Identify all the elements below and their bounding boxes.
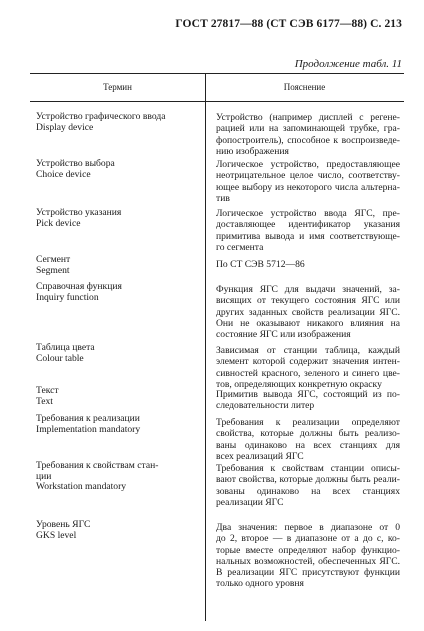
term-line: Устройство выбора: [36, 159, 115, 169]
column-header-term: Термин: [103, 82, 132, 92]
definition-cell: [216, 284, 400, 340]
term-line: Implementation mandatory: [36, 424, 141, 435]
definition-line: сивностей красного, зеленого и синего цве-: [216, 367, 400, 379]
definition-line: только одного уровня: [216, 578, 304, 590]
table-column-divider: [205, 73, 206, 621]
definition-cell: [216, 259, 400, 270]
table-continuation-label: Продолжение табл. 11: [294, 58, 402, 70]
definition-line: Устройство (например дисплей с регене-: [216, 112, 400, 123]
definition-line: доставляющее идентификатор указания: [216, 219, 400, 231]
term-cell: [36, 112, 202, 133]
definition-line: тов, определяющих конкретную окраску: [216, 378, 382, 390]
term-cell: [36, 159, 202, 180]
term-line: Pick device: [36, 218, 81, 229]
term-line: Текст: [36, 386, 59, 396]
term-cell: [36, 208, 202, 229]
definition-line: неотрицательное целое число, соответству-: [216, 170, 400, 182]
column-header-explanation: Пояснение: [283, 82, 326, 92]
definition-line: состояние ЯГС или изображения: [216, 329, 351, 341]
term-cell: [36, 414, 202, 435]
definition-line: вают свойства, которые должны быть реали-: [216, 474, 400, 486]
term-line: Text: [36, 396, 53, 407]
definition-cell: [216, 522, 400, 590]
definition-line: до 2, второе — в диапазоне от а до с, ко-: [216, 533, 400, 545]
definition-line: тив: [216, 192, 230, 204]
definition-line: висящих от текущего состояния ЯГС или: [216, 295, 400, 307]
definition-line: свойства, которые должны быть реализо-: [216, 428, 400, 440]
definition-line: нию изображения: [216, 145, 289, 157]
definition-line: зованы одинаково на всех станциях: [216, 485, 400, 497]
term-line: Display device: [36, 122, 94, 133]
term-line: Inquiry function: [36, 292, 99, 303]
term-line: Устройство графического ввода: [36, 112, 166, 122]
definition-line: всех реализаций ЯГС: [216, 450, 304, 462]
definition-line: Зависимая от станции таблица, каждый: [216, 345, 400, 356]
term-line: Требования к реализации: [36, 414, 140, 424]
definition-line: В реализации ЯГС присутствуют функции: [216, 567, 400, 579]
term-line: Справочная функция: [36, 282, 122, 292]
definition-line: По СТ СЭВ 5712—86: [216, 259, 305, 270]
term-line: ции: [36, 471, 52, 482]
definition-line: Функция ЯГС для выдачи значений, за-: [216, 284, 400, 295]
definition-cell: [216, 345, 400, 390]
definition-line: фопостроитель), способное к воспроизведе-: [216, 134, 400, 146]
term-cell: [36, 520, 202, 541]
terms-table: [30, 73, 404, 621]
term-line: Segment: [36, 265, 70, 276]
definition-line: го сегмента: [216, 241, 264, 253]
definition-line: ющее выбору из некоторого числа альтерна-: [216, 181, 400, 193]
definition-line: торые вместе определяют набор функцио-: [216, 544, 400, 556]
definition-line: элемент которой содержит значения интен-: [216, 356, 400, 368]
term-cell: [36, 255, 202, 276]
table-header-rule: [30, 101, 404, 102]
term-line: GKS level: [36, 530, 77, 541]
definition-line: следовательности литер: [216, 400, 315, 412]
table-top-rule: [30, 73, 404, 74]
definition-line: Логическое устройство ввода ЯГС, пре-: [216, 208, 400, 219]
definition-line: других заданных свойств реализации ЯГС.: [216, 306, 400, 318]
term-line: Choice device: [36, 169, 91, 180]
definition-line: рацией или на запоминающей трубке, гра-: [216, 123, 400, 135]
term-cell: [36, 282, 202, 303]
term-cell: [36, 461, 202, 493]
definition-cell: [216, 417, 400, 462]
term-line: Workstation mandatory: [36, 482, 127, 492]
term-line: Требования к свойствам стан-: [36, 461, 159, 471]
term-line: Уровень ЯГС: [36, 520, 91, 530]
definition-cell: [216, 112, 400, 157]
term-line: Устройство указания: [36, 208, 122, 218]
definition-cell: [216, 389, 400, 412]
definition-cell: [216, 159, 400, 204]
term-line: Таблица цвета: [36, 343, 95, 353]
term-cell: [36, 386, 202, 407]
definition-line: Требования к свойствам станции описы-: [216, 463, 400, 474]
term-cell: [36, 343, 202, 364]
definition-cell: [216, 208, 400, 253]
definition-line: Они не оказывают никакого влияния на: [216, 317, 400, 329]
definition-line: Логическое устройство, предоставляющее: [216, 159, 400, 170]
definition-line: ваны одинаково на всех станциях для: [216, 439, 400, 451]
definition-line: нальных возможностей, обеспеченных ЯГС.: [216, 555, 400, 567]
term-line: Сегмент: [36, 255, 71, 265]
page-header: ГОСТ 27817—88 (СТ СЭВ 6177—88) С. 213: [175, 18, 402, 30]
definition-line: реализации ЯГС: [216, 496, 284, 508]
term-line: Colour table: [36, 353, 84, 364]
definition-line: Два значения: первое в диапазоне от 0: [216, 522, 400, 533]
definition-cell: [216, 463, 400, 508]
definition-line: Примитив вывода ЯГС, состоящий из по-: [216, 389, 400, 400]
definition-line: Требования к реализации определяют: [216, 417, 400, 428]
definition-line: примитива вывода и имя соответствующе-: [216, 230, 400, 242]
